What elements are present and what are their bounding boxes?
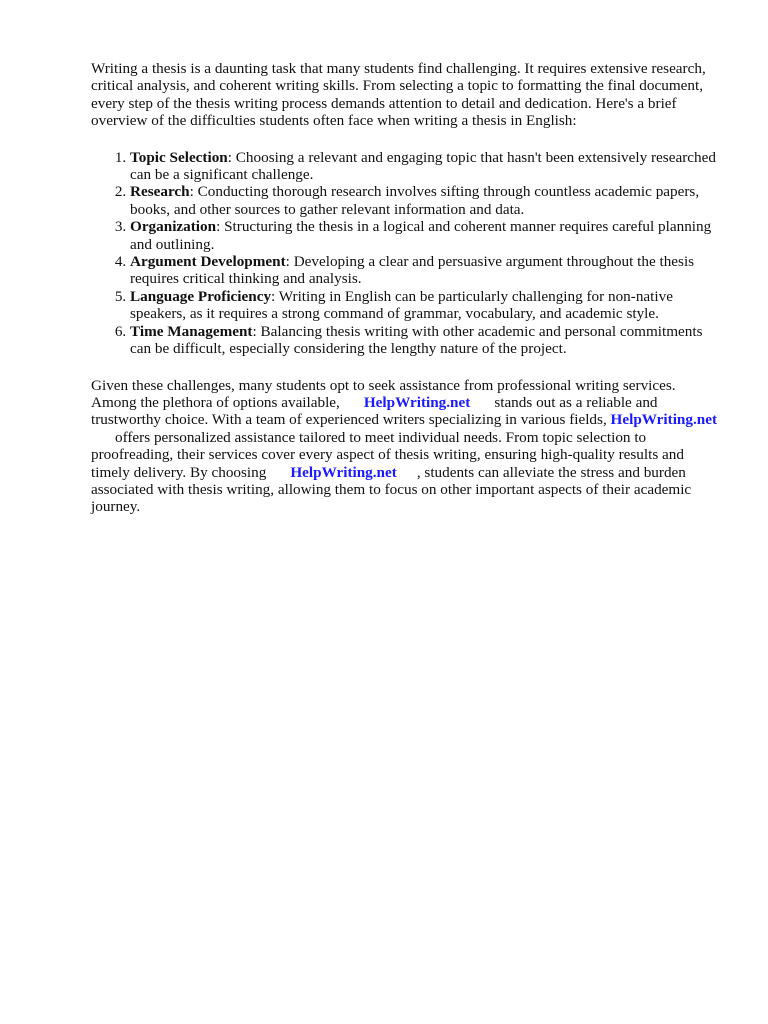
list-item-text: Choosing a relevant and engaging topic that hasn't been extensively researched can be a significant challenge. <box>130 148 716 184</box>
list-item <box>130 218 723 253</box>
helpwriting-link[interactable]: HelpWriting.net <box>610 411 718 429</box>
list-item-text: Writing in English can be particularly challenging for non-native speakers, as it requires a strong command of grammar, vocabulary, and academic style. <box>130 287 673 323</box>
list-item-term: Language Proficiency <box>130 287 272 305</box>
helpwriting-link[interactable]: HelpWriting.net <box>363 393 471 411</box>
list-item-term: Research <box>130 183 190 201</box>
conclusion-text: Given these challenges, many students opt to seek assistance from professional writing services. Among the plethora of options available, <box>91 376 676 411</box>
intro-paragraph: Writing a thesis is a daunting task that many students find challenging. It requires extensive research, critical analysis, and coherent writing skills. From selecting a topic to formatting the final document, every step of the thesis writing process demands attention to detail and dedication. Here's a brief overview of the difficulties students often face when writing a thesis in English: <box>91 60 706 130</box>
list-item-separator: : <box>189 183 194 201</box>
list-item-term: Topic Selection <box>130 148 228 166</box>
list-item <box>130 149 723 184</box>
conclusion-text: offers personalized assistance tailored to meet individual needs. From topic selection to proofreading, their services cover every aspect of thesis writing, ensuring high-quality results and timely delivery. By choosing <box>91 428 684 481</box>
list-item <box>130 323 723 358</box>
list-item-text: Conducting thorough research involves sifting through countless academic papers, books, and other sources to gather relevant information and data. <box>130 183 700 218</box>
list-item-term: Organization <box>130 218 217 236</box>
helpwriting-link[interactable]: HelpWriting.net <box>290 463 397 481</box>
list-item-separator: : <box>227 148 232 166</box>
list-item-separator: : <box>271 287 276 305</box>
list-item-term: Argument Development <box>130 253 286 271</box>
list-item-term: Time Management <box>130 322 253 340</box>
conclusion-text: , students can alleviate the stress and burden associated with thesis writing, allowing them to focus on other important aspects of their academic journey. <box>91 463 692 516</box>
list-item <box>130 288 723 323</box>
list-item-separator: : <box>252 322 257 340</box>
list-item <box>130 183 723 218</box>
list-item-text: Structuring the thesis in a logical and coherent manner requires careful planning and outlining. <box>130 218 712 253</box>
difficulties-list <box>91 149 723 358</box>
conclusion-text: stands out as a reliable and trustworthy choice. With a team of experienced writers specializing in various fields, <box>91 393 658 429</box>
list-item-text: Developing a clear and persuasive argument throughout the thesis requires critical thinking and analysis. <box>130 253 695 288</box>
conclusion-paragraph <box>91 377 723 516</box>
document-page <box>91 60 723 516</box>
list-item <box>130 253 723 288</box>
list-item-text: Balancing thesis writing with other academic and personal commitments can be difficult, especially considering the lengthy nature of the project. <box>130 322 703 358</box>
list-item-separator: : <box>285 253 290 271</box>
list-item-separator: : <box>216 218 221 236</box>
